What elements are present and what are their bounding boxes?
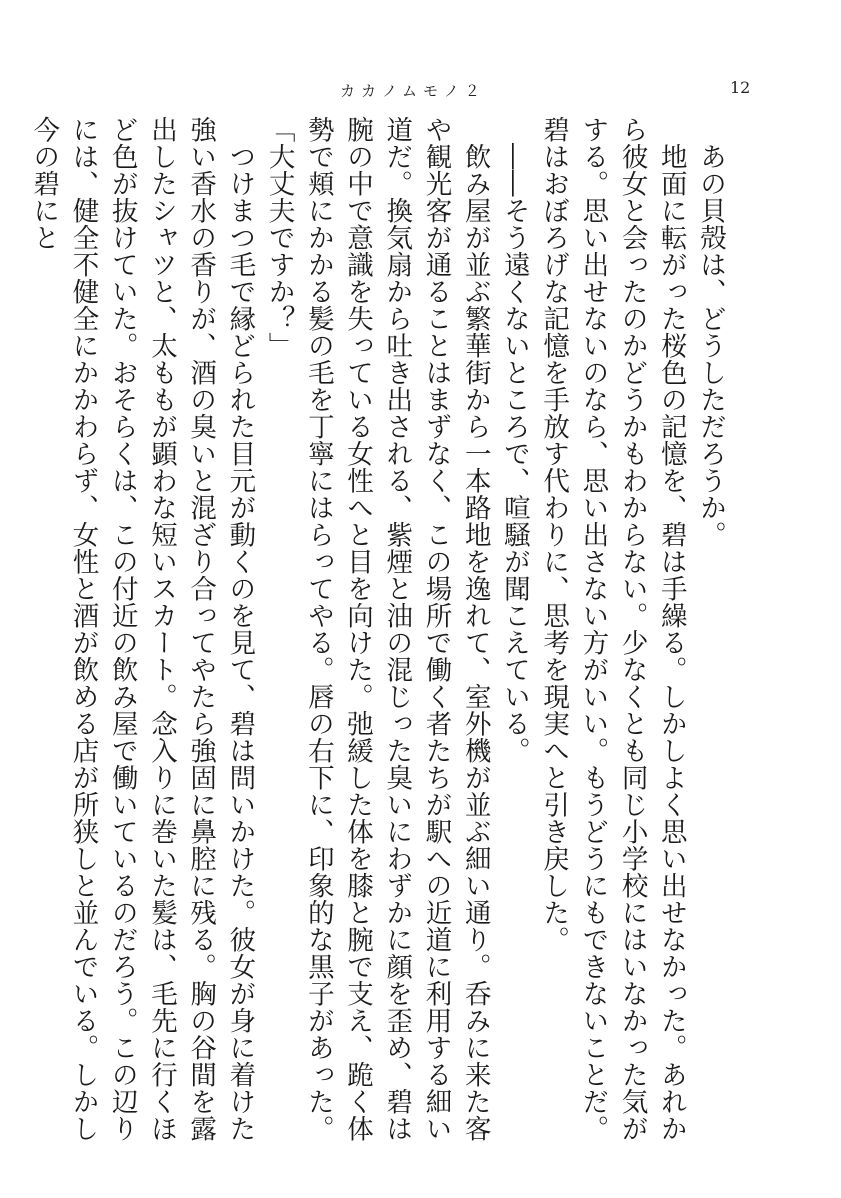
paragraph: 地面に転がった桜色の記憶を、碧は手繰る。しかしよく思い出せなかった。あれから彼女と会ったのかどうかもわからない。少なくとも同じ小学校にはいなかった気がする。思い出せないのなら、思い出さない方がいい。もうどうにもできないことだ。碧はおぼろげな記憶を手放す代わりに、思考を現実へと引き戻した。 <box>538 116 687 1142</box>
running-title: カカノムモノ２ <box>340 82 486 100</box>
paragraph: ――そう遠くないところで、喧騒が聞こえている。 <box>498 142 530 764</box>
dialogue-line: 「大丈夫ですか？」 <box>263 116 295 359</box>
vertical-text-body <box>28 116 730 1156</box>
paragraph: つけまつ毛で縁どられた目元が動くのを見て、碧は問いかけた。彼女が身に着けた強い香水の香りが、酒の臭いと混ざり合ってやたら強固に鼻腔に残る。胸の谷間を露出したシャツと、太ももが顕わな短いスカート。念入りに巻いた髪は、毛先に行くほど色が抜けていた。おそらくは、この付近の飲み屋で働いているのだろう。この辺りには、健全不健全にかかわらず、女性と酒が飲める店が所狭しと並んでいる。しかし今の碧にと <box>28 116 256 1142</box>
page-number: 12 <box>730 78 751 97</box>
paragraph: 飲み屋が並ぶ繁華街から一本路地を逸れて、室外機が並ぶ細い通り。呑みに来た客や観光客が通ることはまずなく、この場所で働く者たちが駅への近道に利用する細い道だ。換気扇から吐き出される、紫煙と油の混じった臭いにわずかに顔を歪め、碧は腕の中で意識を失っている女性へと目を向けた。弛緩した体を膝と腕で支え、跪く体勢で頬にかかる髪の毛を丁寧にはらってやる。唇の右下に、印象的な黒子があった。 <box>302 116 491 1142</box>
paragraph: あの貝殻は、どうしただろうか。 <box>695 142 726 548</box>
